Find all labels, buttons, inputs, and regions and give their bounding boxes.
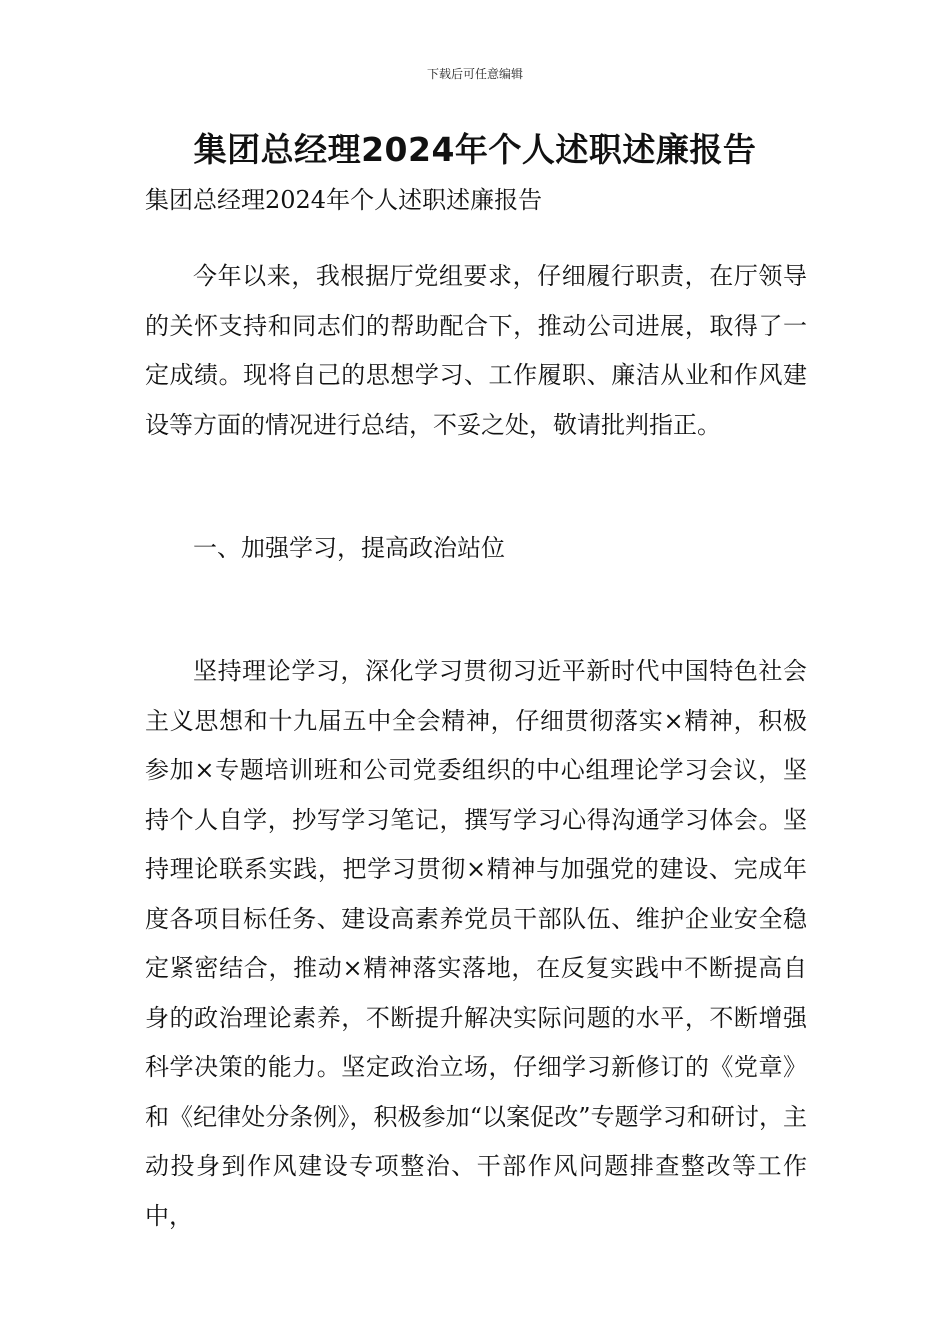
header-note: 下载后可任意编辑 — [426, 67, 523, 81]
body-paragraph: 坚持理论学习，深化学习贯彻习近平新时代中国特色社会主义思想和十九届五中全会精神，仔细贯彻落实×精神，积极参加×专题培训班和公司党委组织的中心组理论学习会议，坚持个人自学，抄写学习笔记，撰写学习心得沟通学习体会。坚持理论联系实践，把学习贯彻×精神与加强党的建设、完成年度各项目标任务、建设高素养党员干部队伍、维护企业安全稳定紧密结合，推动×精神落实落地，在反复实践中不断提高自身的政治理论素养，不断提升解决实际问题的水平，不断增强科学决策的能力。坚定政治立场，仔细学习新修订的《党章》和《纪律处分条例》，积极参加“以案促改”专题学习和研讨，主动投身到作风建设专项整治、干部作风问题排查整改等工作中， — [145, 657, 807, 1230]
document-title: 集团总经理2024年个人述职述廉报告 — [193, 130, 757, 169]
document-subtitle: 集团总经理2024年个人述职述廉报告 — [145, 186, 543, 214]
intro-paragraph: 今年以来，我根据厅党组要求，仔细履行职责，在厅领导的关怀支持和同志们的帮助配合下，推动公司进展，取得了一定成绩。现将自己的思想学习、工作履职、廉洁从业和作风建设等方面的情况进行总结，不妥之处，敬请批判指正。 — [145, 262, 807, 439]
section-heading: 一、加强学习，提高政治站位 — [193, 534, 505, 562]
